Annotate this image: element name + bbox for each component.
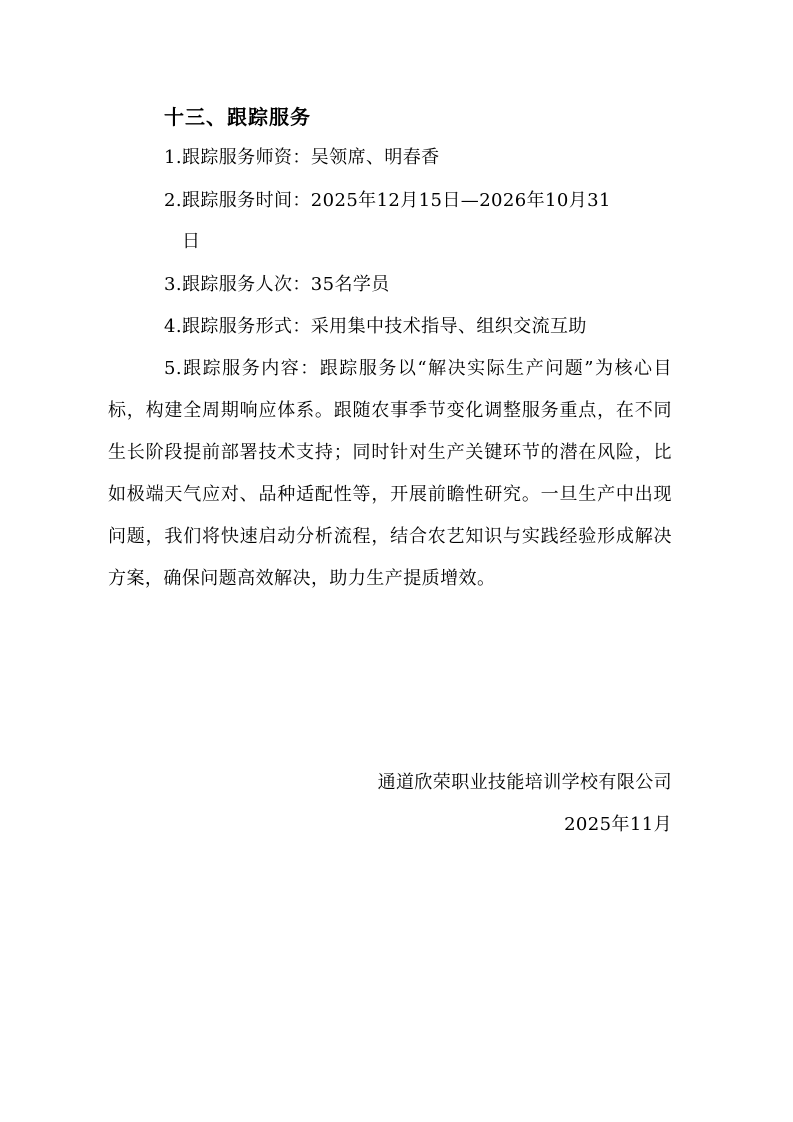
- list-item-schedule-continuation: 日: [182, 231, 200, 252]
- signature-date: 2025年11月: [564, 814, 672, 835]
- signature-block: [378, 762, 672, 846]
- list-item-schedule: 2.跟踪服务时间：2025年12月15日—2026年10月31: [164, 190, 611, 211]
- signature-organization: 通道欣荣职业技能培训学校有限公司: [377, 772, 672, 793]
- list-item-format: 4.跟踪服务形式：采用集中技术指导、组织交流互助: [164, 316, 587, 337]
- section-heading: 十三、跟踪服务: [164, 105, 311, 129]
- list-item-teachers: 1.跟踪服务师资：吴领席、明春香: [164, 147, 440, 168]
- list-item-content: 5.跟踪服务内容：跟踪服务以“解决实际生产问题”为核心目标，构建全周期响应体系。跟随农事季节变化调整服务重点，在不同生长阶段提前部署技术支持；同时针对生产关键环节的潜在风险，比如极端天气应对、品种适配性等，开展前瞻性研究。一旦生产中出现问题，我们将快速启动分析流程，结合农艺知识与实践经验形成解决方案，确保问题高效解决，助力生产提质增效。: [108, 358, 672, 589]
- list-item-attendance: 3.跟踪服务人次：35名学员: [164, 274, 390, 295]
